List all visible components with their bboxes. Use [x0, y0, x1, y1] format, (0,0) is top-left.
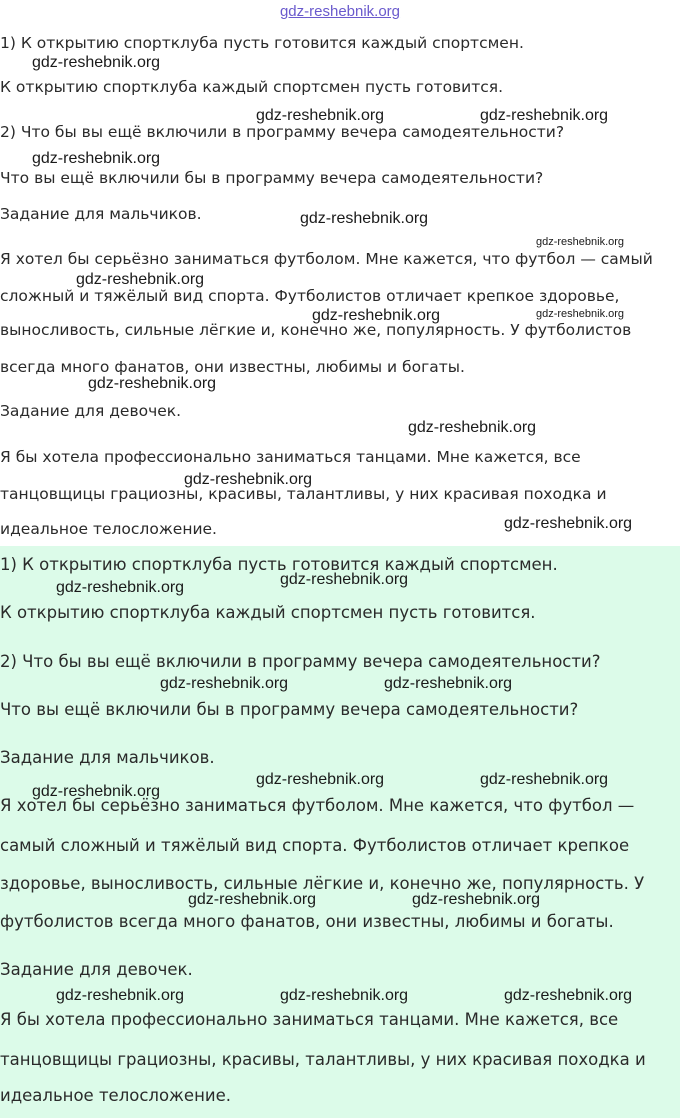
watermark: gdz-reshebnik.org [280, 571, 409, 588]
site-header-link[interactable]: gdz-reshebnik.org [279, 3, 401, 20]
text-line: здоровье, выносливость, сильные лёгкие и, конечно же, популярность. У [0, 874, 645, 893]
watermark: gdz-reshebnik.org [312, 307, 441, 324]
watermark: gdz-reshebnik.org [256, 771, 385, 788]
text-line: танцовщицы грациозны, красивы, талантливы, у них красивая походка и [0, 1050, 646, 1069]
watermark: gdz-reshebnik.org [504, 515, 633, 532]
text-line: 1) К открытию спортклуба пусть готовится каждый спортсмен. [0, 34, 524, 52]
text-line: Я бы хотела профессионально заниматься танцами. Мне кажется, все [0, 448, 581, 466]
answer-panel-bottom [0, 546, 680, 1118]
watermark: gdz-reshebnik.org [32, 150, 161, 167]
text-line: Я хотел бы серьёзно заниматься футболом. Мне кажется, что футбол — [0, 796, 635, 815]
text-line: всегда много фанатов, они известны, любимы и богаты. [0, 358, 465, 376]
watermark: gdz-reshebnik.org [480, 107, 609, 124]
text-line: Что вы ещё включили бы в программу вечера самодеятельности? [0, 169, 544, 187]
watermark: gdz-reshebnik.org [56, 579, 185, 596]
watermark: gdz-reshebnik.org [32, 54, 161, 71]
watermark: gdz-reshebnik.org [88, 375, 217, 392]
watermark: gdz-reshebnik.org [188, 891, 317, 908]
text-line: самый сложный и тяжёлый вид спорта. Футболистов отличает крепкое [0, 836, 630, 855]
text-line: К открытию спортклуба каждый спортсмен пусть готовится. [0, 603, 536, 622]
text-line: Я хотел бы серьёзно заниматься футболом. Мне кажется, что футбол — самый [0, 250, 653, 268]
watermark: gdz-reshebnik.org [280, 987, 409, 1004]
text-line: 2) Что бы вы ещё включили в программу вечера самодеятельности? [0, 652, 601, 671]
watermark: gdz-reshebnik.org [412, 891, 541, 908]
text-line: Задание для мальчиков. [0, 205, 202, 223]
text-line: Что вы ещё включили бы в программу вечера самодеятельности? [0, 700, 579, 719]
text-line: 2) Что бы вы ещё включили в программу вечера самодеятельности? [0, 123, 565, 141]
watermark: gdz-reshebnik.org [300, 210, 429, 227]
text-line: К открытию спортклуба каждый спортсмен пусть готовится. [0, 78, 504, 96]
watermark: gdz-reshebnik.org [56, 987, 185, 1004]
text-line: Задание для девочек. [0, 402, 182, 420]
text-line: идеальное телосложение. [0, 1086, 231, 1105]
text-line: выносливость, сильные лёгкие и, конечно же, популярность. У футболистов [0, 321, 632, 339]
text-line: танцовщицы грациозны, красивы, талантливы, у них красивая походка и [0, 485, 607, 503]
watermark: gdz-reshebnik.org [536, 236, 625, 248]
text-line: 1) К открытию спортклуба пусть готовится каждый спортсмен. [0, 555, 558, 574]
watermark: gdz-reshebnik.org [384, 675, 513, 692]
watermark: gdz-reshebnik.org [504, 987, 633, 1004]
watermark: gdz-reshebnik.org [480, 771, 609, 788]
watermark: gdz-reshebnik.org [536, 308, 625, 320]
watermark: gdz-reshebnik.org [256, 107, 385, 124]
text-line: Задание для девочек. [0, 960, 193, 979]
watermark: gdz-reshebnik.org [76, 271, 205, 288]
text-line: сложный и тяжёлый вид спорта. Футболистов отличает крепкое здоровье, [0, 287, 620, 305]
text-line: Я бы хотела профессионально заниматься танцами. Мне кажется, все [0, 1010, 619, 1029]
text-line: Задание для мальчиков. [0, 748, 215, 767]
watermark: gdz-reshebnik.org [184, 471, 313, 488]
text-line: футболистов всегда много фанатов, они известны, любимы и богаты. [0, 912, 614, 931]
text-line: идеальное телосложение. [0, 520, 217, 538]
watermark: gdz-reshebnik.org [160, 675, 289, 692]
watermark: gdz-reshebnik.org [408, 419, 537, 436]
watermark: gdz-reshebnik.org [32, 783, 161, 800]
